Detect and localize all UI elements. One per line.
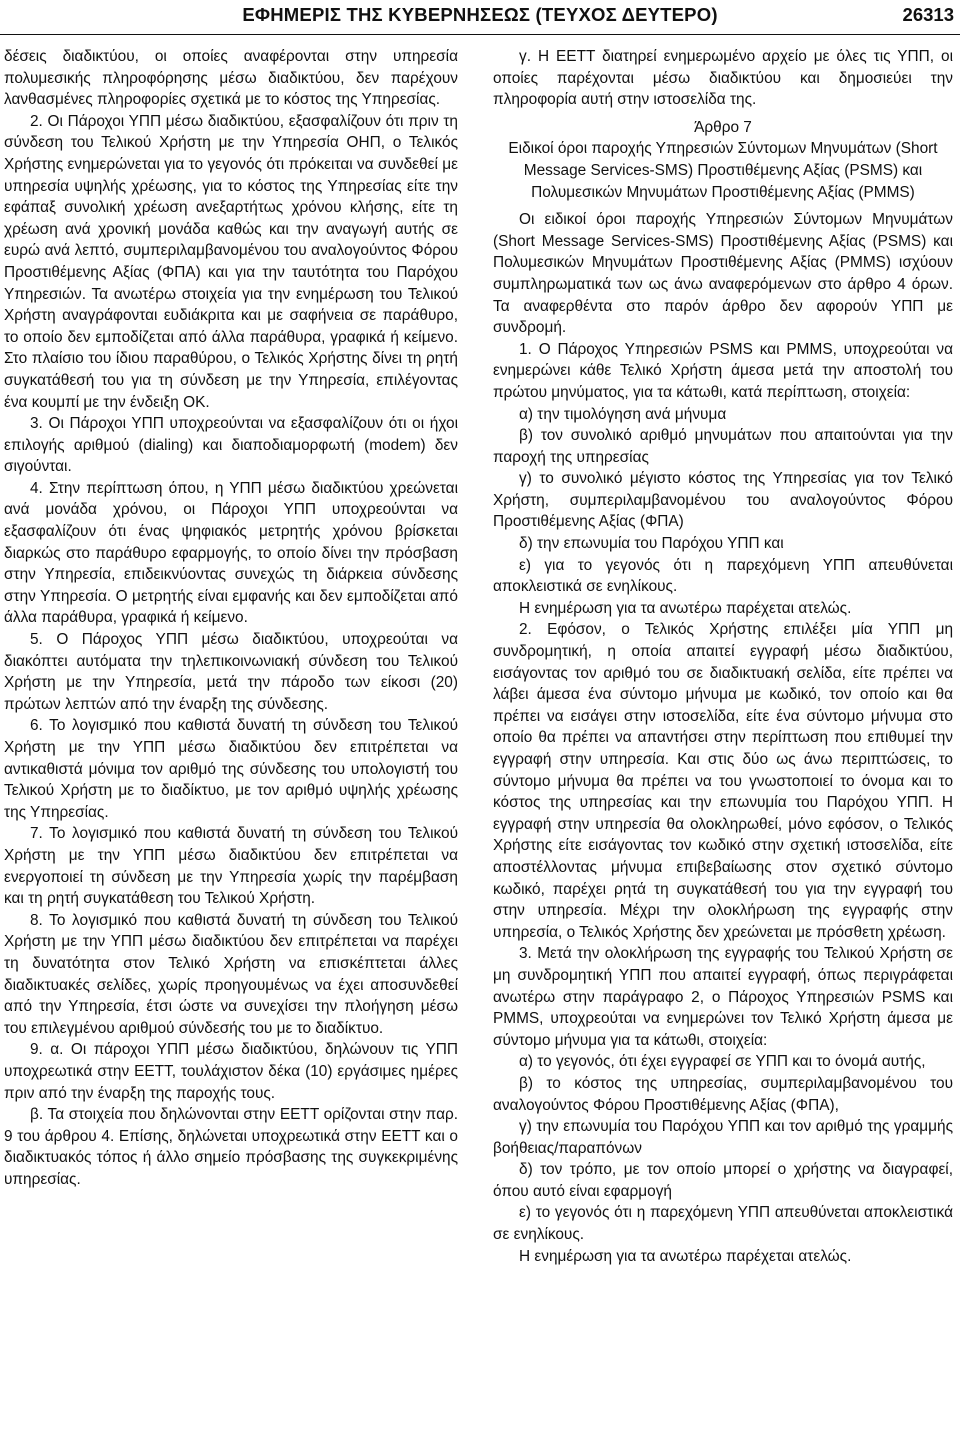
header-divider xyxy=(0,34,960,35)
list-item: β) το κόστος της υπηρεσίας, συμπεριλαμβανομένου του αναλογούντος Φόρου Προστιθέμενης Αξίας (ΦΠΑ), xyxy=(493,1074,953,1114)
paragraph-5: 5. Ο Πάροχος ΥΠΠ μέσω διαδικτύου, υποχρεούται να διακόπτει αυτόματα την τηλεπικοινωνιακή σύνδεση του Τελικού Χρήστη με την Υπηρεσία, μετά την πάροδο των είκοσι (20) πρώτων λεπτών από την έναρξη της σύνδεσης. xyxy=(4,631,458,713)
paragraph-2: 2. Οι Πάροχοι ΥΠΠ μέσω διαδικτύου, εξασφαλίζουν ότι πριν τη σύνδεση του Τελικού Χρήστη με την Υπηρεσία ΟΗΠ, ο Τελικός Χρήστης ενημερώνεται για το γεγονός ότι πρόκειται να συνδεθεί με υπηρεσία υψηλής χρέωσης, για το κόστος της Υπηρεσίας είτε την εφάπαξ συνολική χρέωση ανεξαρτήτως χρόνου κλήσης, είτε τη χρέωση ανά χρονική μονάδα καθώς και την αναγωγή αυτής σε ευρώ ανά λεπτό, συμπεριλαμβανομένου του αναλογούντος Φόρου Προστιθέμενης Αξίας (ΦΠΑ) και για την ταυτότητα του Παρόχου Υπηρεσιών. Τα ανωτέρω στοιχεία για την ενημέρωση του Τελικού Χρήστη αναγράφονται ευδιάκριτα και με σαφήνεια σε παράθυρο, το οποίο δεν εμποδίζεται από άλλα παράθυρα, γραφικά ή κείμενο. Στο πλαίσιο του ίδιου παραθύρου, ο Τελικός Χρήστης δίνει τη ρητή συγκατάθεσή του για τη σύνδεση με την Υπηρεσία, επιλέγοντας ένα κουμπί με την ένδειξη ΟΚ. xyxy=(4,112,458,411)
list-item: ε) το γεγονός ότι η παρεχόμενη ΥΠΠ απευθύνεται αποκλειστικά σε ενηλίκους. xyxy=(493,1204,953,1244)
left-column xyxy=(4,46,458,1422)
paragraph-7: 7. Το λογισμικό που καθιστά δυνατή τη σύνδεση του Τελικού Χρήστη με την ΥΠΠ μέσω διαδικτύου δεν επιτρέπεται να ενεργοποιεί τη σύνδεση με την Υπηρεσία χωρίς την παρέμβαση και τη ρητή συγκατάθεση του Τελικού Χρήστη. xyxy=(4,825,458,908)
list-item: α) το γεγονός, ότι έχει εγγραφεί σε ΥΠΠ και το όνομά αυτής, xyxy=(519,1053,926,1071)
gazette-title: ΕΦΗΜΕΡΙΣ ΤΗΣ ΚΥΒΕΡΝΗΣΕΩΣ (ΤΕΥΧΟΣ ΔΕΥΤΕΡΟ) xyxy=(242,4,718,25)
page-header xyxy=(0,0,960,36)
paragraph-3: 3. Οι Πάροχοι ΥΠΠ υποχρεούνται να εξασφαλίζουν ότι οι ήχοι επιλογής αριθμού (dialing) και διαποδιαμορφωτή (modem) δεν σιγούνται. xyxy=(4,415,458,476)
paragraph-9b: β. Τα στοιχεία που δηλώνονται στην ΕΕΤΤ ορίζονται στην παρ. 9 του άρθρου 4. Επίσης, δηλώνεται υποχρεωτικά στην ΕΕΤΤ και ο διαδικτυακός τόπος ή άλλο σημείο πρόσβασης της συγκεκριμένης υπηρεσίας. xyxy=(4,1106,458,1188)
paragraph-9c: γ. Η ΕΕΤΤ διατηρεί ενημερωμένο αρχείο με όλες τις ΥΠΠ, οι οποίες παρέχονται μέσω διαδικτύου και δημοσιεύει την πληροφορία αυτή στην ιστοσελίδα της. xyxy=(493,48,953,109)
list-item: α) την τιμολόγηση ανά μήνυμα xyxy=(519,405,727,423)
paragraph-1: 1. Ο Πάροχος Υπηρεσιών PSMS και PMMS, υποχρεούται να ενημερώνει κάθε Τελικό Χρήστη άμεσα μετά την αποστολή του πρώτου μηνύματος, για τα κάτωθι, κατά περίπτωση, στοιχεία: xyxy=(493,340,953,401)
list-item: γ) το συνολικό μέγιστο κόστος της Υπηρεσίας για τον Τελικό Χρήστη, συμπεριλαμβανομένου του αναλογούντος Φόρου Προστιθέμενης Αξίας (ΦΠΑ) xyxy=(493,470,953,531)
page-number: 26313 xyxy=(902,4,954,25)
paragraph-3: 3. Μετά την ολοκλήρωση της εγγραφής του Τελικού Χρήστη σε μη συνδρομητική ΥΠΠ που απαιτεί εγγραφή, όπως περιγράφεται ανωτέρω στην παράγραφο 2, ο Πάροχος Υπηρεσιών PSMS και PMMS, υποχρεούται να ενημερώνει τον Τελικό Χρήστη άμεσα με σύντομο μήνυμα για τα κάτωθι, στοιχεία: xyxy=(493,945,953,1049)
paragraph-4: 4. Στην περίπτωση όπου, η ΥΠΠ μέσω διαδικτύου χρεώνεται ανά μονάδα χρόνου, οι Πάροχοι ΥΠΠ υποχρεούνται να εξασφαλίζουν ότι ένας ψηφιακός μετρητής χρόνου βρίσκεται διαρκώς στο παράθυρο εφαρμογής, το οποίο δίνει την πρόσβαση στην Υπηρεσία, επιδεικνύοντας συνεχώς τη διάρκεια σύνδεσης στην Υπηρεσία. Ο μετρητής είναι εμφανής και δεν εμποδίζεται από άλλα παράθυρα, γραφικά ή κείμενο. xyxy=(4,479,458,627)
article-number: Άρθρο 7 xyxy=(694,118,752,136)
paragraph-9a: 9. α. Οι πάροχοι ΥΠΠ μέσω διαδικτύου, δηλώνουν τις ΥΠΠ υποχρεωτικά στην ΕΕΤΤ, τουλάχιστον δέκα (10) εργάσιμες ημέρες πριν από την έναρξη της παροχής τους. xyxy=(4,1041,458,1102)
free-of-charge-note: Η ενημέρωση για τα ανωτέρω παρέχεται ατελώς. xyxy=(519,599,852,617)
free-of-charge-note: Η ενημέρωση για τα ανωτέρω παρέχεται ατελώς. xyxy=(519,1247,852,1265)
list-item: δ) τον τρόπο, με τον οποίο μπορεί ο χρήστης να διαγραφεί, όπου αυτό είναι εφαρμογή xyxy=(493,1161,953,1200)
list-item: δ) την επωνυμία του Παρόχου ΥΠΠ και xyxy=(519,535,784,553)
paragraph-8: 8. Το λογισμικό που καθιστά δυνατή τη σύνδεση του Τελικού Χρήστη με την ΥΠΠ μέσω διαδικτύου δεν επιτρέπεται να παρέχει τη δυνατότητα στον Τελικό Χρήστη να επισκέπτεται άλλες διαδικτυακές σελίδες, χωρίς προηγουμένως να έχει αποσυνδεθεί από την Υπηρεσία, έτσι ώστε να συνεχίσει την πλοήγηση μέσω του επιλεγμένου αριθμού σύνδεσής του με το διαδίκτυο. xyxy=(4,911,458,1037)
paragraph-2: 2. Εφόσον, ο Τελικός Χρήστης επιλέξει μία ΥΠΠ μη συνδρομητική, η οποία απαιτεί εγγραφή μέσω διαδικτύου, εισάγοντας τον αριθμό του σε διαδικτυακή σελίδα, είτε πρέπει να λάβει άμεσα ένα σύντομο μήνυμα με κωδικό, τον οποίο και θα πρέπει να εισάγει στην ιστοσελίδα, είτε ένα σύντομο μήνυμα στο οποίο θα πρέπει να απαντήσει στην περίπτωση που επιθυμεί την εγγραφή στην υπηρεσία. Και στις δύο ως άνω περιπτώσεις, το σύντομο μήνυμα θα πρέπει να του γνωστοποιεί το όνομα και το κόστος της υπηρεσίας και την επωνυμία του Παρόχου ΥΠΠ. Η εγγραφή στην υπηρεσία θα ολοκληρωθεί, μόνο εφόσον, ο Τελικός Χρήστης είτε εισάγοντας τον κωδικό στην σχετική ιστοσελίδα, είτε αποστέλλοντας μήνυμα επιβεβαίωσης στον σχετικό σύντομο κωδικό, παρέχει ρητά τη συγκατάθεσή του για την εγγραφή του στην υπηρεσία. Μέχρι την ολοκλήρωση της εγγραφής στην υπηρεσία, ο Τελικός Χρήστης δεν χρεώνεται με πρόσθετη χρέωση. xyxy=(493,621,953,941)
article-heading: Ειδικοί όροι παροχής Υπηρεσιών Σύντομων Μηνυμάτων (Short Message Services-SMS) Προστιθέμενης Αξίας (PSMS) και Πολυμεσικών Μηνυμάτων Προστιθέμενης Αξίας (PMMS) xyxy=(508,140,938,201)
paragraph-6: 6. Το λογισμικό που καθιστά δυνατή τη σύνδεση του Τελικού Χρήστη με την ΥΠΠ μέσω διαδικτύου δεν επιτρέπεται να αντικαθιστά μόνιμα τον αριθμό της σύνδεσης του υπολογιστή του Τελικού Χρήστη με το διαδίκτυο, με τον αριθμό υψηλής χρέωσης της Υπηρεσίας. xyxy=(4,717,458,821)
article-intro: Οι ειδικοί όροι παροχής Υπηρεσιών Σύντομων Μηνυμάτων (Short Message Services-SMS) Προστιθέμενης Αξίας (PSMS) και Πολυμεσικών Μηνυμάτων Προστιθέμενης Αξίας (PMMS) ισχύουν συμπληρωματικά των ως άνω αναφερόμενων στο άρθρο 4 όρων. Τα αναφερθέντα στο παρόν άρθρο δεν αφορούν ΥΠΠ με συνδρομή. xyxy=(493,211,953,337)
paragraph-continuation: δέσεις διαδικτύου, οι οποίες αναφέρονται στην υπηρεσία πολυμεσικής πληροφόρησης μέσω διαδικτύου, δεν παρέχουν λανθασμένες πληροφορίες σχετικά με το κόστος της Υπηρεσίας. xyxy=(4,48,458,109)
list-item: β) τον συνολικό αριθμό μηνυμάτων που απαιτούνται για την παροχή της υπηρεσίας xyxy=(493,427,953,466)
right-column xyxy=(493,46,953,1422)
list-item: γ) την επωνυμία του Παρόχου ΥΠΠ και τον αριθμό της γραμμής βοήθειας/παραπόνων xyxy=(493,1118,953,1157)
list-item: ε) για το γεγονός ότι η παρεχόμενη ΥΠΠ απευθύνεται αποκλειστικά σε ενηλίκους. xyxy=(493,556,953,596)
